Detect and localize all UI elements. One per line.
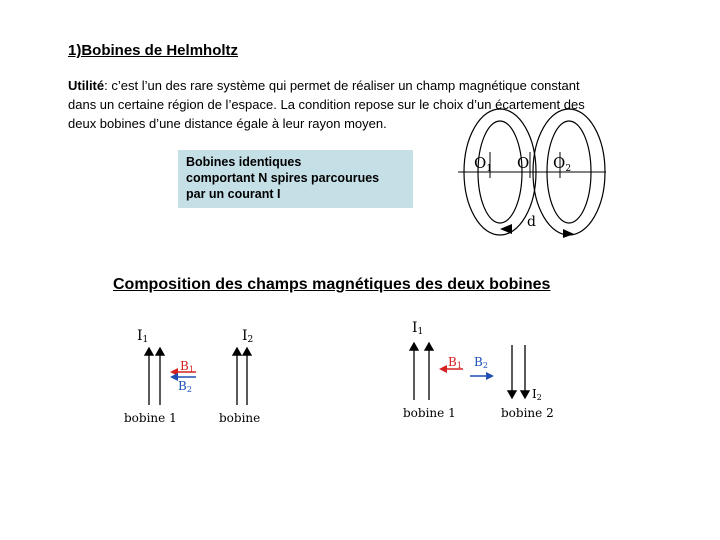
d-left-arrowhead [500,224,512,234]
right-label-bobine2: bobine 2 [501,406,554,420]
left-label-bobine2: bobine [219,411,261,425]
left-label-i2: I2 [242,328,254,345]
left-label-b1: B1 [180,359,194,374]
info-box-line-1: Bobines identiques [186,155,302,169]
right-b2-arrowhead [486,372,494,380]
field-diagram-right [403,320,554,420]
paragraph-line-1: : c’est l’un des rare système qui permet de réaliser un champ magnétique constant [104,78,580,93]
right-label-b2: B2 [474,355,488,370]
label-o1: $O_1$ [474,154,493,174]
right-label-i2: I2 [532,387,542,402]
right-label-bobine1: bobine 1 [403,406,456,420]
page-title: 1)Bobines de Helmholtz [68,42,239,59]
d-right-arrowhead [563,229,574,238]
left-label-i1: I1 [137,328,149,345]
section-heading: Composition des champs magnétiques des deux bobines [113,276,551,293]
paragraph-line-3: deux bobines d’une distance égale à leur rayon moyen. [68,116,387,131]
utility-lead: Utilité [68,78,105,93]
left-b2-arrowhead [170,373,178,381]
label-o: O [517,154,530,172]
label-o2: $O_2$ [553,154,572,174]
label-d: d [527,214,536,230]
field-diagram-left [124,328,260,425]
helmholtz-coils-diagram [458,109,606,238]
right-b1-arrowhead [439,365,447,373]
right-label-i1: I1 [412,320,424,337]
left-label-bobine1: bobine 1 [124,411,177,425]
info-box-line-3: par un courant I [186,187,281,201]
left-label-b2: B2 [178,379,192,394]
right-label-b1: B1 [448,355,462,370]
info-box-line-2: comportant N spires parcourues [186,171,380,185]
paragraph-line-2: dans un certaine région de l’espace. La condition repose sur le choix d’un écartement des [68,97,585,112]
